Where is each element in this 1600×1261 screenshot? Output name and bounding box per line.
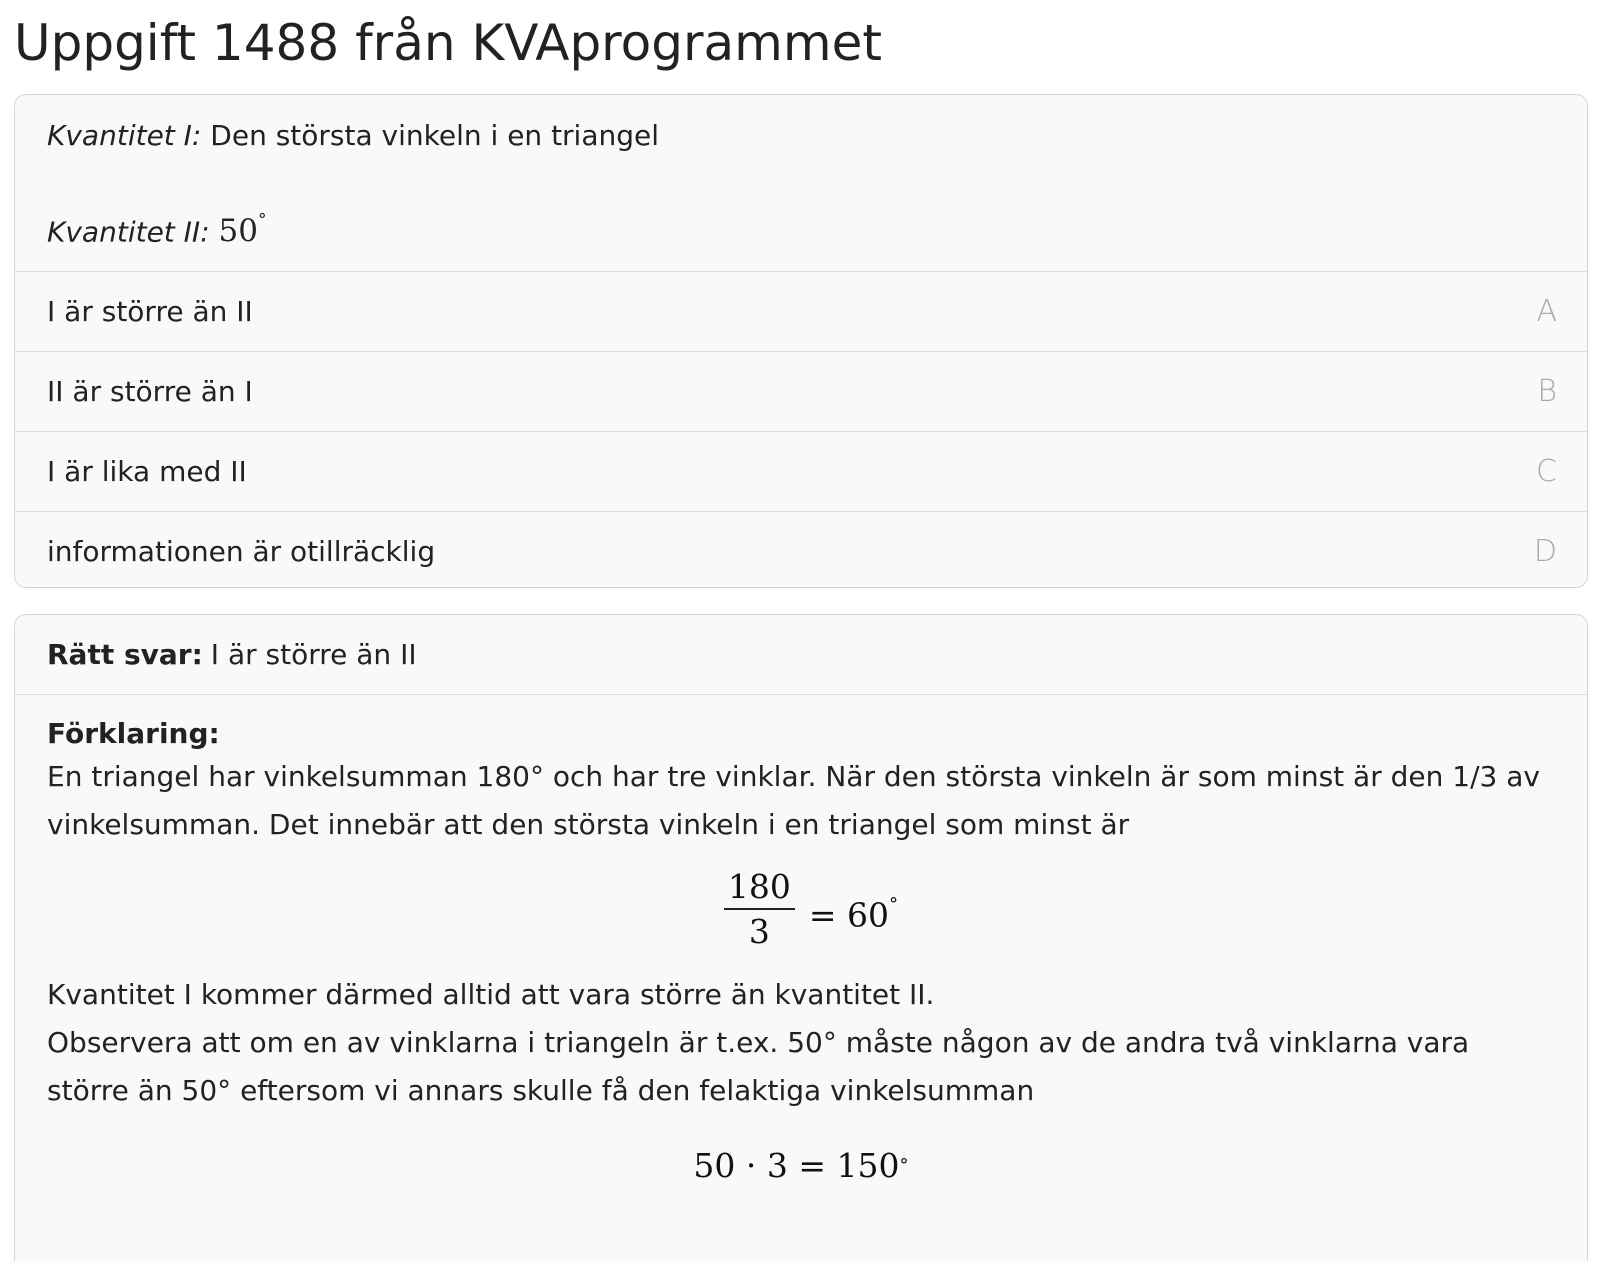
fraction-numerator: 180	[724, 866, 795, 910]
option-letter: D	[1533, 534, 1557, 569]
formula-result-value: = 60	[808, 895, 890, 935]
explanation-paragraph: Kvantitet I kommer därmed alltid att vara större än kvantitet II.	[47, 978, 935, 1011]
quantity-two-label: Kvantitet II:	[47, 215, 210, 249]
quantity-one-text: Den största vinkeln i en triangel	[210, 119, 660, 152]
quantity-one-label: Kvantitet I:	[47, 119, 202, 152]
degree-symbol: °	[889, 893, 899, 915]
option-b[interactable]	[15, 351, 1587, 431]
option-d[interactable]	[15, 511, 1587, 588]
fraction-denominator: 3	[748, 912, 770, 951]
option-letter: A	[1536, 294, 1557, 329]
correct-answer-text: I är större än II	[210, 638, 417, 671]
option-c[interactable]	[15, 431, 1587, 511]
formula-product-value: 50 · 3 = 150	[693, 1146, 900, 1185]
explanation-heading: Förklaring:	[47, 717, 220, 750]
question-card	[14, 94, 1588, 588]
correct-answer	[15, 615, 1587, 695]
fraction	[724, 866, 795, 954]
option-text: II är större än I	[47, 375, 253, 408]
quantities	[15, 95, 1587, 271]
quantity-two	[47, 211, 267, 249]
quantity-two-number: 50	[218, 213, 258, 250]
formula-product	[47, 1121, 1555, 1211]
option-letter: C	[1536, 454, 1557, 489]
formula-fraction	[67, 849, 1555, 971]
option-a[interactable]	[15, 271, 1587, 351]
answer-card	[14, 614, 1588, 1261]
degree-symbol: °	[899, 1155, 909, 1176]
explanation-paragraph: Observera att om en av vinklarna i triangeln är t.ex. 50° måste någon av de andra två vinklarna vara större än 50° eftersom vi annars skulle få den felaktiga vinkelsumman	[47, 1026, 1470, 1107]
correct-answer-label: Rätt svar:	[47, 638, 203, 671]
formula-result	[809, 881, 898, 939]
page-title: Uppgift 1488 från KVAprogrammet	[14, 14, 882, 72]
quantity-two-value	[219, 213, 267, 249]
option-letter: B	[1537, 374, 1557, 409]
explanation	[15, 695, 1587, 1211]
quantity-one	[47, 119, 659, 152]
option-text: I är lika med II	[47, 455, 247, 488]
explanation-paragraph: En triangel har vinkelsumman 180° och har tre vinklar. När den största vinkeln är som minst är den 1/3 av vinkelsumman. Det innebär att den största vinkeln i en triangel som minst är	[47, 760, 1540, 841]
degree-symbol: °	[258, 211, 267, 231]
option-text: I är större än II	[47, 295, 253, 328]
option-text: informationen är otillräcklig	[47, 535, 436, 568]
